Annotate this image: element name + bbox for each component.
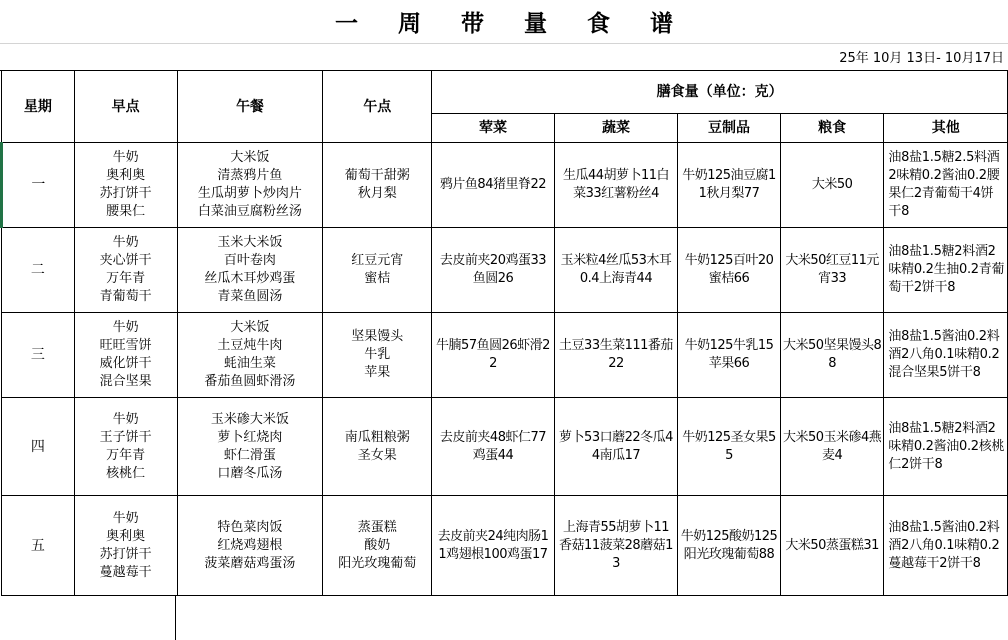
- lunch-cell[interactable]: [177, 228, 323, 313]
- snack-item: 南瓜粗粮粥: [344, 429, 410, 445]
- header-soy[interactable]: 豆制品: [678, 114, 781, 143]
- breakfast-item: 威化饼干: [99, 356, 152, 371]
- meat-cell[interactable]: 鸦片鱼84猪里脊22: [432, 143, 555, 228]
- breakfast-item: 牛奶: [112, 320, 139, 335]
- lunch-item: 玉米大米饭: [217, 235, 283, 250]
- grain-cell[interactable]: 大米50蒸蛋糕31: [780, 496, 884, 596]
- lunch-cell[interactable]: [177, 398, 323, 496]
- breakfast-cell[interactable]: [74, 398, 177, 496]
- snack-item: 红豆元宵: [351, 253, 404, 268]
- soy-cell[interactable]: 牛奶125圣女果55: [678, 398, 781, 496]
- breakfast-item: 王子饼干: [99, 429, 152, 445]
- lunch-item: 蚝油生菜: [223, 356, 276, 371]
- table-row: [2, 496, 1008, 596]
- lunch-item: 清蒸鸦片鱼: [217, 168, 283, 183]
- vegetable-cell[interactable]: 玉米粒4丝瓜53木耳0.4上海青44: [554, 228, 678, 313]
- empty-row-area: [0, 596, 1008, 640]
- soy-cell[interactable]: 牛奶125酸奶125阳光玫瑰葡萄88: [678, 496, 781, 596]
- date-range: 25年 10月 13日- 10月17日: [839, 51, 1004, 66]
- meat-cell[interactable]: 去皮前夹48虾仁77鸡蛋44: [432, 398, 555, 496]
- date-row: [0, 43, 1008, 71]
- lunch-item: 百叶卷肉: [223, 253, 276, 268]
- meat-cell[interactable]: 牛腩57鱼圆26虾滑22: [432, 313, 555, 398]
- lunch-item: 青菜鱼圆汤: [217, 289, 283, 304]
- weekday-cell[interactable]: 二: [2, 228, 75, 313]
- header-vegetable[interactable]: 蔬菜: [554, 114, 678, 143]
- lunch-item: 土豆炖牛肉: [217, 338, 283, 353]
- vegetable-cell[interactable]: 上海青55胡萝卜11香菇11菠菜28蘑菇13: [554, 496, 678, 596]
- lunch-cell[interactable]: [177, 496, 323, 596]
- other-cell[interactable]: 油8盐1.5酱油0.2料酒2八角0.1味精0.2蔓越莓干2饼干8: [884, 496, 1008, 596]
- breakfast-item: 夹心饼干: [99, 253, 152, 268]
- other-cell[interactable]: 油8盐1.5酱油0.2料酒2八角0.1味精0.2混合坚果5饼干8: [884, 313, 1008, 398]
- header-other[interactable]: 其他: [884, 114, 1008, 143]
- breakfast-cell[interactable]: [74, 143, 177, 228]
- menu-table: [0, 70, 1008, 596]
- snack-item: 蜜桔: [364, 271, 391, 286]
- lunch-cell[interactable]: [177, 313, 323, 398]
- soy-cell[interactable]: 牛奶125油豆腐11秋月梨77: [678, 143, 781, 228]
- lunch-cell[interactable]: [177, 143, 323, 228]
- snack-cell[interactable]: [323, 228, 432, 313]
- breakfast-cell[interactable]: [74, 228, 177, 313]
- lunch-item: 口蘑冬瓜汤: [217, 465, 283, 481]
- breakfast-item: 核桃仁: [106, 465, 146, 481]
- header-breakfast[interactable]: 早点: [74, 71, 177, 143]
- lunch-item: 生瓜胡萝卜炒肉片: [197, 186, 302, 201]
- snack-cell[interactable]: [323, 398, 432, 496]
- snack-cell[interactable]: [323, 496, 432, 596]
- breakfast-item: 万年青: [106, 271, 146, 286]
- breakfast-item: 牛奶: [112, 510, 139, 526]
- table-row: [2, 398, 1008, 496]
- snack-item: 秋月梨: [357, 186, 397, 201]
- lunch-item: 玉米碜大米饭: [210, 411, 289, 427]
- snack-item: 坚果馒头: [351, 329, 404, 344]
- lunch-item: 白菜油豆腐粉丝汤: [197, 204, 302, 219]
- breakfast-item: 万年青: [106, 447, 146, 463]
- weekday-cell[interactable]: 三: [2, 313, 75, 398]
- breakfast-item: 蔓越莓干: [99, 564, 152, 580]
- weekday-cell[interactable]: 一: [2, 143, 75, 228]
- breakfast-item: 腰果仁: [106, 204, 146, 219]
- soy-cell[interactable]: 牛奶125百叶20蜜桔66: [678, 228, 781, 313]
- vegetable-cell[interactable]: 生瓜44胡萝卜11白菜33红薯粉丝4: [554, 143, 678, 228]
- snack-item: 苹果: [364, 365, 391, 380]
- breakfast-item: 牛奶: [112, 150, 139, 165]
- grain-cell[interactable]: 大米50坚果馒头88: [780, 313, 884, 398]
- breakfast-item: 青葡萄干: [99, 289, 152, 304]
- breakfast-cell[interactable]: [74, 313, 177, 398]
- grain-cell[interactable]: 大米50玉米碜4燕麦4: [780, 398, 884, 496]
- table-row: [2, 228, 1008, 313]
- breakfast-item: 混合坚果: [99, 374, 152, 389]
- breakfast-item: 牛奶: [112, 411, 139, 427]
- weekday-cell[interactable]: 五: [2, 496, 75, 596]
- snack-cell[interactable]: [323, 313, 432, 398]
- snack-item: 蒸蛋糕: [357, 519, 397, 535]
- meat-cell[interactable]: 去皮前夹20鸡蛋33鱼圆26: [432, 228, 555, 313]
- header-lunch[interactable]: 午餐: [177, 71, 323, 143]
- table-row: [2, 313, 1008, 398]
- snack-cell[interactable]: [323, 143, 432, 228]
- grain-cell[interactable]: 大米50红豆11元宵33: [780, 228, 884, 313]
- other-cell[interactable]: 油8盐1.5糖2料酒2味精0.2酱油0.2核桃仁2饼干8: [884, 398, 1008, 496]
- header-grain[interactable]: 粮食: [780, 114, 884, 143]
- other-cell[interactable]: 油8盐1.5糖2.5料酒2味精0.2酱油0.2腰果仁2青葡萄干4饼干8: [884, 143, 1008, 228]
- breakfast-item: 苏打饼干: [99, 186, 152, 201]
- lunch-item: 菠菜蘑菇鸡蛋汤: [204, 555, 296, 571]
- lunch-item: 虾仁滑蛋: [223, 447, 276, 463]
- snack-item: 葡萄干甜粥: [344, 168, 410, 183]
- snack-item: 牛乳: [364, 347, 391, 362]
- breakfast-item: 奥利奥: [106, 528, 146, 544]
- breakfast-item: 牛奶: [112, 235, 139, 250]
- lunch-item: 红烧鸡翅根: [217, 537, 283, 553]
- other-cell[interactable]: 油8盐1.5糖2料酒2味精0.2生抽0.2青葡萄干2饼干8: [884, 228, 1008, 313]
- lunch-item: 大米饭: [230, 320, 270, 335]
- lunch-item: 特色菜肉饭: [217, 519, 283, 535]
- lunch-item: 萝卜红烧肉: [217, 429, 283, 445]
- breakfast-cell[interactable]: [74, 496, 177, 596]
- snack-item: 酸奶: [364, 537, 391, 553]
- header-quantity[interactable]: 膳食量（单位：克）: [432, 71, 1008, 114]
- grain-cell[interactable]: 大米50: [780, 143, 884, 228]
- table-row: [2, 143, 1008, 228]
- breakfast-item: 苏打饼干: [99, 546, 152, 562]
- title-row: [0, 0, 1008, 44]
- column-divider: [175, 596, 176, 640]
- lunch-item: 丝瓜木耳炒鸡蛋: [204, 271, 296, 286]
- breakfast-item: 奥利奥: [106, 168, 146, 183]
- header-meat[interactable]: 荤菜: [432, 114, 555, 143]
- snack-item: 阳光玫瑰葡萄: [338, 555, 417, 571]
- page-title: 一 周 带 量 食 谱: [334, 11, 690, 37]
- header-row-1: [2, 71, 1008, 114]
- breakfast-item: 旺旺雪饼: [99, 338, 152, 353]
- lunch-item: 番茄鱼圆虾滑汤: [204, 374, 296, 389]
- soy-cell[interactable]: 牛奶125牛乳15苹果66: [678, 313, 781, 398]
- vegetable-cell[interactable]: 土豆33生菜111番茄22: [554, 313, 678, 398]
- weekday-cell[interactable]: 四: [2, 398, 75, 496]
- meat-cell[interactable]: 去皮前夹24纯肉肠11鸡翅根100鸡蛋17: [432, 496, 555, 596]
- header-weekday[interactable]: 星期: [2, 71, 75, 143]
- snack-item: 圣女果: [357, 447, 397, 463]
- lunch-item: 大米饭: [230, 150, 270, 165]
- header-snack[interactable]: 午点: [323, 71, 432, 143]
- vegetable-cell[interactable]: 萝卜53口蘑22冬瓜44南瓜17: [554, 398, 678, 496]
